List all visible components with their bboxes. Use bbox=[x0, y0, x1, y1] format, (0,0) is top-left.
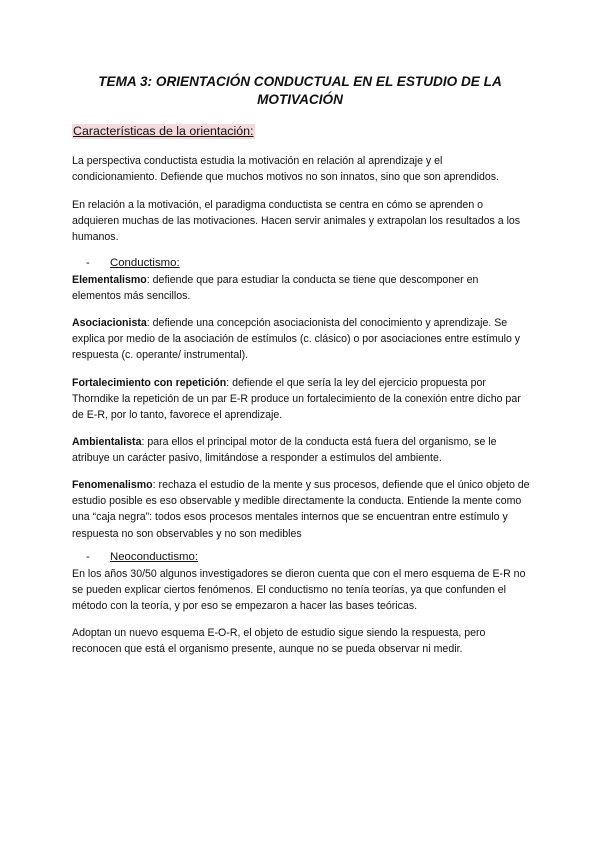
item-fortalecimiento bbox=[72, 375, 530, 424]
item-ambientalista bbox=[72, 434, 530, 466]
intro-paragraph-1: La perspectiva conductista estudia la motivación en relación al aprendizaje y el condicionamiento. Defiende que muchos motivos no son innatos, sino que son aprendidos. bbox=[72, 155, 499, 184]
intro-paragraph-2: En relación a la motivación, el paradigma conductista se centra en cómo se aprenden o adquieren muchas de las motivaciones. Hacen servir animales y extrapolan los resultados a los humanos. bbox=[72, 199, 521, 244]
definition: : rechaza el estudio de la mente y sus procesos, defiende que el único objeto de estudio posible es eso observable y medible directamente la conducta. Entiende la mente como una “caja negra”: todos esos procesos mentales internos que se encuentran entre estímulo y respuesta no son observables y no son medibles bbox=[72, 479, 530, 540]
definition: : defiende que para estudiar la conducta se tiene que descomponer en elementos más sencillos. bbox=[72, 274, 479, 303]
term: Fenomenalismo bbox=[72, 479, 153, 491]
definition: : para ellos el principal motor de la conducta está fuera del organismo, se le atribuye un carácter pasivo, limitándose a responder a estímulos del ambiente. bbox=[72, 436, 497, 465]
item-fenomenalismo bbox=[72, 477, 530, 542]
neoconductismo-paragraph-2: Adoptan un nuevo esquema E-O-R, el objeto de estudio sigue siendo la respuesta, pero reconocen que está el organismo presente, aunque no se pueda observar ni medir. bbox=[72, 627, 486, 656]
conductismo-heading bbox=[86, 257, 180, 269]
item-elementalismo bbox=[72, 272, 530, 304]
bullet-dash: - bbox=[86, 551, 90, 563]
conductismo-heading-text: Conductismo: bbox=[110, 257, 180, 269]
definition: : defiende el que sería la ley del ejercicio propuesta por Thorndike la repetición de un par E-R produce un fortalecimiento de la conexión entre dicho par de E-R, por lo tanto, favorece el aprendizaje. bbox=[72, 377, 521, 422]
term: Elementalismo bbox=[72, 274, 147, 286]
document-title: TEMA 3: ORIENTACIÓN CONDUCTUAL EN EL ESTUDIO DE LA MOTIVACIÓN bbox=[98, 74, 502, 107]
bullet-dash: - bbox=[86, 257, 90, 269]
neoconductismo-heading-text: Neoconductismo: bbox=[110, 551, 199, 563]
neoconductismo-heading bbox=[86, 551, 198, 563]
term: Fortalecimiento con repetición bbox=[72, 377, 227, 389]
item-asociacionista bbox=[72, 315, 530, 364]
definition: : defiende una concepción asociacionista del conocimiento y aprendizaje. Se explica por medio de la asociación de estímulos (c. clásico) o por asociaciones entre estímulo y respuesta (c. operante/ instrumental). bbox=[72, 317, 521, 362]
neoconductismo-paragraph-1: En los años 30/50 algunos investigadores se dieron cuenta que con el mero esquema de E-R no se pueden explicar ciertos fenómenos. El conductismo no tenía teorías, ya que confunden el método con la teoría, y por eso se empezaron a hacer las bases teóricas. bbox=[72, 568, 526, 613]
section-heading: Características de la orientación: bbox=[73, 124, 254, 138]
term: Ambientalista bbox=[72, 436, 142, 448]
term: Asociacionista bbox=[72, 317, 147, 329]
